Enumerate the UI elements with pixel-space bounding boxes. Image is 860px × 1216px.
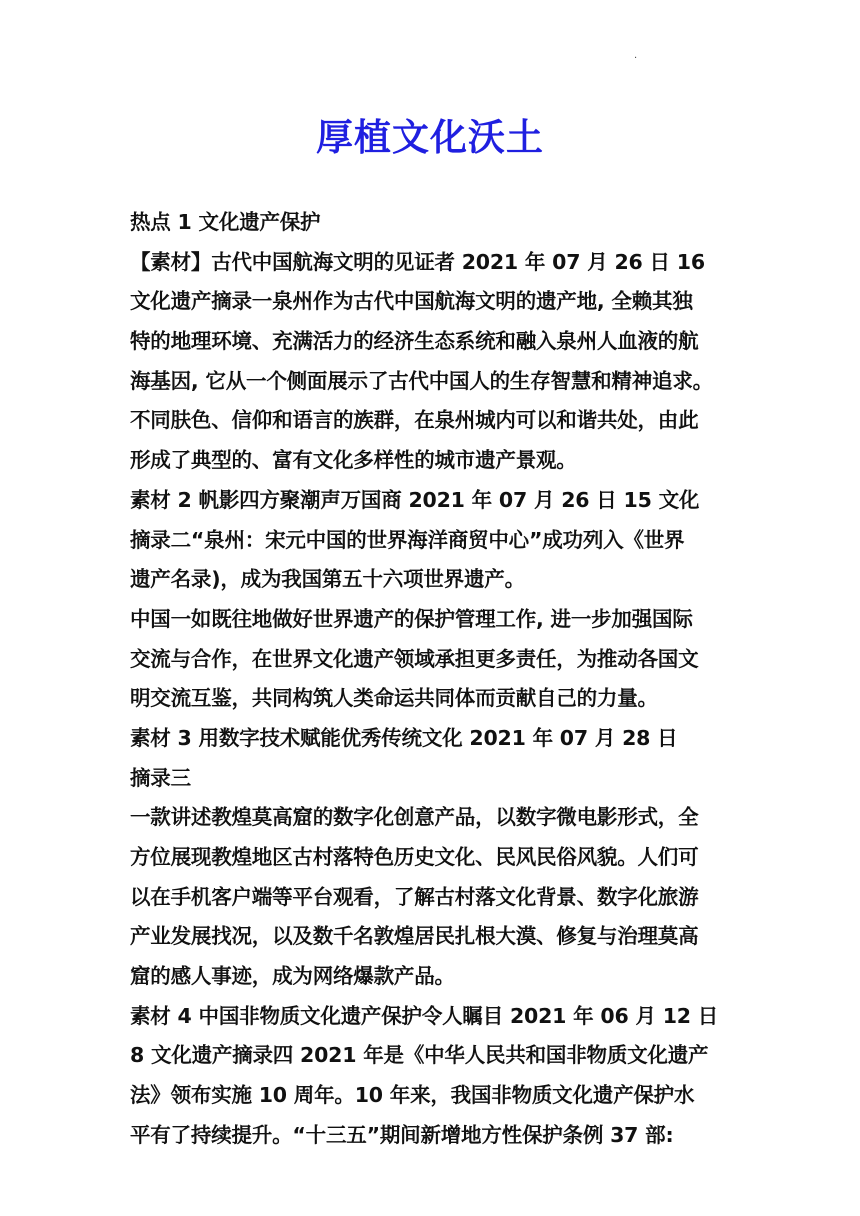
body-text	[130, 203, 740, 1156]
text-line: 以在手机客户端等平台观看，了解古村落文化背景、数字化旅游	[130, 884, 699, 909]
corner-mark: ·	[634, 53, 638, 64]
text-line: 一款讲述教煌莫高窟的数字化创意产品，以数字微电影形式，全	[130, 805, 699, 830]
text-line: 平有了持续提升。“十三五”期间新增地方性保护条例 37 部:	[130, 1122, 674, 1147]
text-line: 摘录三	[130, 765, 191, 790]
text-line: 特的地理环境、充满活力的经济生态系统和融入泉州人血液的航	[130, 329, 699, 354]
text-line: 方位展现教煌地区古村落特色历史文化、民风民俗风貌。人们可	[130, 845, 699, 869]
text-line: 窟的感人事迹，成为网络爆款产品。	[130, 964, 455, 989]
text-line: 法》领布实施 10 周年。10 年来，我国非物质文化遗产保护水	[130, 1083, 695, 1108]
section-heading: 热点 1 文化遗产保护	[130, 210, 321, 234]
text-line: 素材 2 帆影四方聚潮声万国商 2021 年 07 月 26 日 15 文化	[130, 487, 700, 512]
text-line: 8 文化遗产摘录四 2021 年是《中华人民共和国非物质文化遗产	[130, 1043, 709, 1068]
text-line: 中国一如既往地做好世界遗产的保护管理工作, 进一步加强国际	[130, 606, 693, 631]
text-line: 交流与合作，在世界文化遗产领域承担更多责任，为推动各国文	[130, 646, 699, 671]
text-line: 素材 3 用数字技术赋能优秀传统文化 2021 年 07 月 28 日	[130, 725, 678, 750]
text-line: 文化遗产摘录一泉州作为古代中国航海文明的遗产地, 全赖其独	[130, 289, 693, 314]
text-line: 遗产名录)，成为我国第五十六项世界遗产。	[130, 567, 525, 592]
text-line: 明交流互鉴，共同构筑人类命运共同体而贡献自己的力量。	[130, 686, 658, 711]
text-line: 不同肤色、信仰和语言的族群，在泉州城内可以和谐共处，由此	[130, 408, 699, 433]
text-line: 产业发展找况，以及数千名敦煌居民扎根大漠、修复与治理莫高	[130, 924, 699, 949]
text-line: 【素材】古代中国航海文明的见证者 2021 年 07 月 26 日 16	[130, 249, 705, 274]
text-line: 形成了典型的、富有文化多样性的城市遗产景观。	[130, 448, 577, 473]
text-line: 素材 4 中国非物质文化遗产保护令人瞩目 2021 年 06 月 12 日	[130, 1003, 719, 1028]
text-line: 海基因, 它从一个侧面展示了古代中国人的生存智慧和精神追求。	[130, 368, 713, 393]
text-line: 摘录二“泉州：宋元中国的世界海洋商贸中心”成功列入《世界	[130, 527, 685, 552]
document-title: 厚植文化沃土	[316, 116, 544, 159]
